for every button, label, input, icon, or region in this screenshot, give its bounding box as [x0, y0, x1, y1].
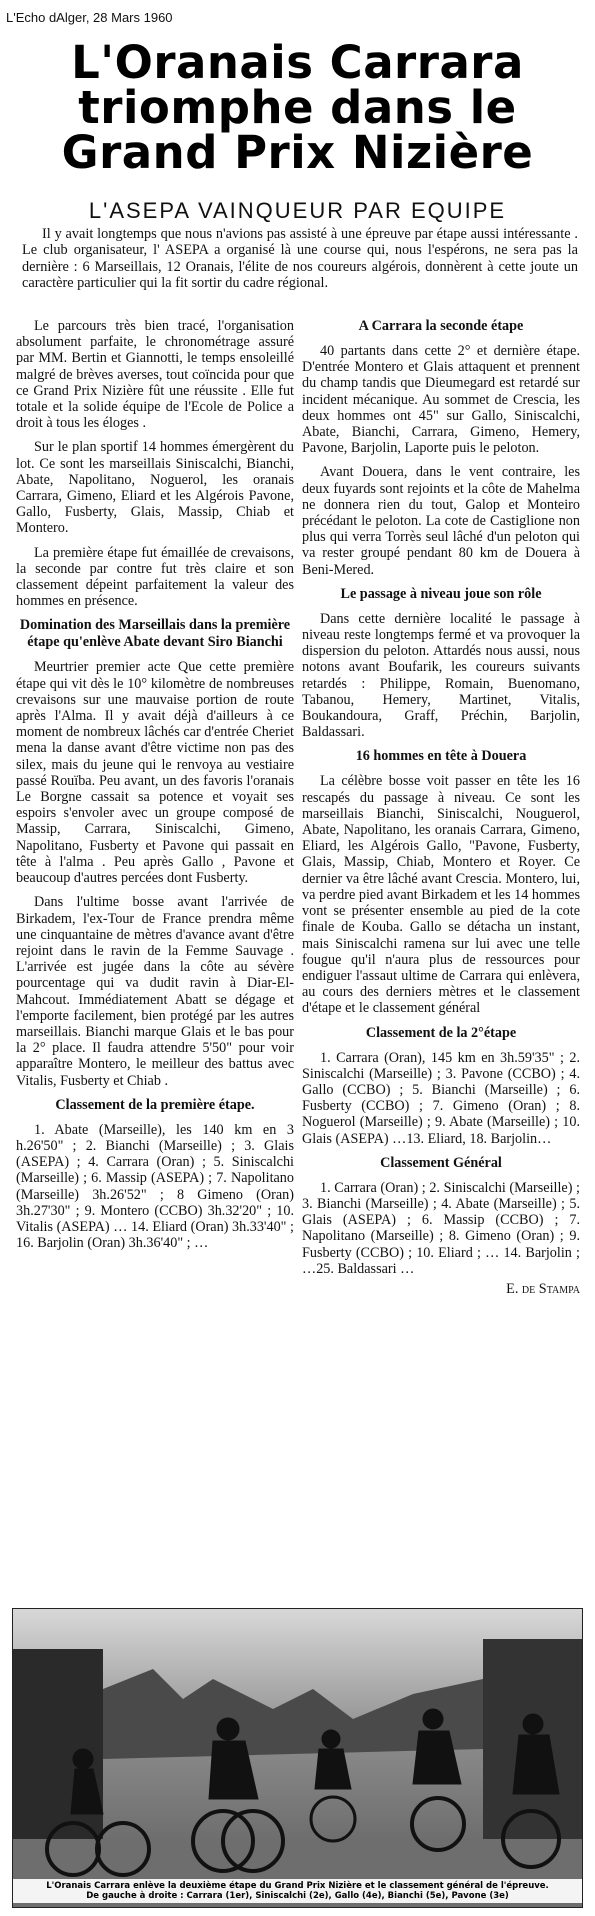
paragraph: Dans l'ultime bosse avant l'arrivée de Birkadem, l'ex-Tour de France prendra même une cinquantaine de mètres d'avance avant d'être rejoint dans le ravin de la Femme Sauvage . L'arrivée est jugée dans la côte au sévère pourcentage qui va dudit ravin à Diar-El-Mahcout. Immédiatement Abatt se dégage et l'emporte facilement, bien protégé par les autres marseillais. Bianchi marque Glais et le bas pour la 2° place. Il faudra attendre 5'50" pour voir apparaître Montero, le meilleur des battus avec Vitalis, Fusberty et Chiab .: [16, 894, 294, 1089]
caption-line-1: L'Oranais Carrara enlève la deuxième étape du Grand Prix Nizière et le classement général de l'épreuve.: [46, 1881, 549, 1891]
headline-line-1: L'Oranais Carrara: [71, 36, 524, 89]
results-paragraph: 1. Abate (Marseille), les 140 km en 3 h.26'50" ; 2. Bianchi (Marseille) ; 3. Glais (ASEPA) ; 4. Carrara (Oran) ; 5. Siniscalchi (Marseille) ; 6. Massip (ASEPA) ; 7. Napolitano (Marseille) 3h.26'52" ; 8 Gimeno (Oran) 3h.27'30" ; 9. Montero (CCBO) 3h.32'20" ; 10. Vitalis (ASEPA) … 14. Eliard (Oran) 3h.33'40" ; 16. Barjolin (Oran) 3h.36'40" ; …: [16, 1121, 294, 1252]
caption-line-2: De gauche à droite : Carrara (1er), Siniscalchi (2e), Gallo (4e), Bianchi (5e), Pavone (3e): [86, 1891, 509, 1901]
section-heading: Le passage à niveau joue son rôle: [340, 585, 542, 602]
paragraph: Le parcours très bien tracé, l'organisation absolument parfaite, le chronométrage assuré par MM. Bertin et Giannotti, le temps ensoleillé malgré de brèves averses, tout coïncida pour que ce Grand Prix Nizière fût une réussite . Elle fut totale et la solide équipe de l'Ecole de Police a droit à tous les éloges .: [16, 318, 294, 432]
section-heading: Domination des Marseillais dans la première étape qu'enlève Abate devant Siro Bianchi: [19, 617, 291, 651]
left-column: [16, 318, 294, 1259]
paragraph: Meurtrier premier acte Que cette première étape qui vit dès le 10° kilomètre de nombreuses crevaisons sur une mauvaise portion de route après l'Alma. Il y avait déjà d'ailleurs à ce moment de nombreux lâchés car d'entrée Cheriet mena la danse avant d'être victime non pas des silex, mais du jeune qui le renvoya au vestiaire passé Rouïba. Peu avant, un des favoris l'oranais Le Borgne cassait sa potence et voyait ses espoirs s'envoler avec un groupe composé de Massip, Carrara, Siniscalchi, Gimeno, Napolitano, Fusberty et Pavone qui passait en tête à l'alma . Peu après Gallo , Pavone et beaucoup d'autres percées dont Fusberty.: [16, 659, 294, 887]
race-photo: [12, 1608, 583, 1908]
newspaper-source: L'Echo dAlger, 28 Mars 1960: [6, 10, 173, 25]
photo-caption: [13, 1879, 582, 1903]
section-heading: Classement de la 2°étape: [365, 1024, 517, 1041]
subheadline: L'ASEPA VAINQUEUR PAR EQUIPE: [88, 198, 507, 223]
paragraph: 40 partants dans cette 2° et dernière étape. D'entrée Montero et Glais attaquent et prennent du champ tandis que Dieumegard est retardé sur incident mécanique. Au sommet de Crescia, les deux hommes ont 45" sur Gallo, Siniscalchi, Abate, Bianchi, Carrara, Gimeno, Hemery, Pavone, Barjolin, Laporte puis le peloton.: [302, 343, 580, 457]
section-heading: 16 hommes en tête à Douera: [355, 748, 527, 765]
section-heading: Classement de la première étape.: [55, 1096, 255, 1113]
headline-line-3: Grand Prix Nizière: [61, 126, 534, 179]
paragraph: Sur le plan sportif 14 hommes émergèrent du lot. Ce sont les marseillais Siniscalchi, Bianchi, Abate, Napolitano, Noguerol, les oranais Carrara, Gimeno, Eliard et les Algérois Pavone, Gallo, Fusberty, Glais, Massip, Chiab et Montero.: [16, 439, 294, 537]
intro-paragraph: [22, 226, 578, 292]
intro-text: Il y avait longtemps que nous n'avions pas assisté à une épreuve par étape aussi intéressante . Le club organisateur, l' ASEPA a organisé là une course qui, nous l'espérons, ne sera pas la dernière : 6 Marseillais, 12 Oranais, l'élite de nos coureurs algérois, donnèrent à cette joute un caractère particulier qui la fit sortir du cadre régional.: [22, 226, 578, 292]
photo-image: [13, 1609, 583, 1908]
paragraph: La célèbre bosse voit passer en tête les 16 rescapés du passage à niveau. Ce sont les marseillais Bianchi, Siniscalchi, Nouguerol, Abate, Napolitano, les oranais Carrara, Gimeno, Eliard, les Algérois Gallo, "Pavone, Fusberty, Glais, Massip, Chiab, Montero et Royer. Ce dernier va être lâché avant Crescia. Montero, lui, va perdre pied avant Birkadem et les 14 hommes vont se présenter ensemble au pied de la cote finale de Kouba. Gallo se détacha un instant, mais Siniscalchi ramena sur lui avec une telle fougue qu'il n'aura plus de ressources pour endiguer l'assaut ultime de Carrara qui enlèvera, au cours des derniers mètres et le classement d'étape et le classement général: [302, 773, 580, 1017]
headline: [0, 36, 595, 179]
headline-line-2: triomphe dans le: [78, 81, 517, 134]
author-signature: E. de Stampa: [506, 1280, 580, 1297]
right-column: [302, 318, 580, 1305]
section-heading: A Carrara la seconde étape: [358, 318, 524, 334]
paragraph: Avant Douera, dans le vent contraire, les deux fuyards sont rejoints et la côte de Mahelma ne donnera rien du tout, Galop et Monteiro précédant le peloton. La cote de Castiglione non plus qui verra Torrès seul lâché d'un peloton qui va rester groupé pendant 80 km de Douera à Beni-Mered.: [302, 464, 580, 578]
paragraph: Dans cette dernière localité le passage à niveau reste longtemps fermé et va provoquer la dispersion du peloton. Attardés nous aussi, nous notons avant Boufarik, les coureurs suivants retardés : Philippe, Romain, Buenomano, Tabanou, Hemery, Martinet, Vitalis, Boukandoura, Graff, Préchin, Barjolin, Baldassari.: [302, 610, 580, 741]
results-paragraph: 1. Carrara (Oran), 145 km en 3h.59'35" ; 2. Siniscalchi (Marseille) ; 3. Pavone (CCBO) ; 4. Gallo (CCBO) ; 5. Bianchi (Marseille) ; 6. Fusberty (CCBO) ; 7. Gimeno (Oran) ; 8. Noguerol (Marseille) ; 9. Abate (Marseille) ; 10. Glais (ASEPA) …13. Eliard, 18. Barjolin…: [302, 1049, 580, 1147]
paragraph: La première étape fut émaillée de crevaisons, la seconde par contre fut très claire et son classement dépeint parfaitement la valeur des hommes en présence.: [16, 544, 294, 610]
results-paragraph: 1. Carrara (Oran) ; 2. Siniscalchi (Marseille) ; 3. Bianchi (Marseille) ; 4. Abate (Marseille) ; 5. Glais (ASEPA) ; 6. Massip (CCBO) ; 7. Napolitano (Marseille) ; 8. Gimeno (Oran) ; 9. Fusberty (CCBO) ; 10. Eliard ; … 14. Barjolin ; …25. Baldassari …: [302, 1179, 580, 1277]
section-heading: Classement Général: [380, 1154, 502, 1171]
